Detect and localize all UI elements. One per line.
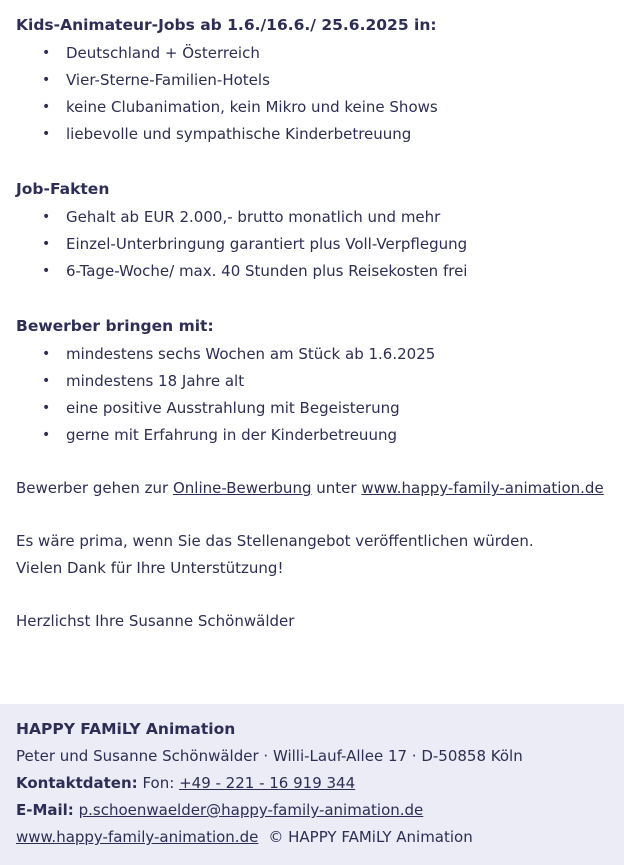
list-item-text: Einzel-Unterbringung garantiert plus Voll-Verpflegung [66,235,468,253]
list-item [16,368,608,395]
list-item-text: Vier-Sterne-Familien-Hotels [66,71,270,89]
list-item [16,258,608,285]
list-item [16,395,608,422]
list-item [16,67,608,94]
bullet-icon: • [42,263,51,279]
section-jobs-heading: Kids-Animateur-Jobs ab 1.6./16.6./ 25.6.2025 in: [16,16,437,34]
copyright-text: © HAPPY FAMiLY Animation [268,828,473,846]
list-item-text: liebevolle und sympathische Kinderbetreuung [66,125,412,143]
list-item-text: mindestens sechs Wochen am Stück ab 1.6.2025 [66,345,436,363]
email-line [16,797,608,824]
bullet-icon: • [42,346,51,362]
email-label: E-Mail: [16,801,74,819]
email-link[interactable]: p.schoenwaelder@happy-family-animation.de [78,801,424,819]
bullet-icon: • [42,236,51,252]
contact-line [16,770,608,797]
list-item [16,422,608,449]
bewerber-bullet-list [16,341,608,449]
bullet-icon: • [42,99,51,115]
list-item-text: 6-Tage-Woche/ max. 40 Stunden plus Reisekosten frei [66,262,468,280]
list-item-text: Deutschland + Österreich [66,44,260,62]
list-item [16,231,608,258]
website-line [16,824,608,851]
bullet-icon: • [42,373,51,389]
contact-label: Kontaktdaten: [16,774,138,792]
section-job-fakten-heading: Job-Fakten [16,180,110,198]
signature-line: Herzlichst Ihre Susanne Schönwälder [16,612,295,630]
list-item-text: Gehalt ab EUR 2.000,- brutto monatlich und mehr [66,208,441,226]
thanks-line: Vielen Dank für Ihre Unterstützung! [16,559,284,577]
address-line: Peter und Susanne Schönwälder · Willi-Lauf-Allee 17 · D-50858 Köln [16,747,523,765]
list-item [16,121,608,148]
list-item [16,341,608,368]
company-name: HAPPY FAMiLY Animation [16,720,236,738]
list-item [16,40,608,67]
application-prefix: Bewerber gehen zur [16,479,169,497]
section-bewerber-heading: Bewerber bringen mit: [16,317,214,335]
phone-link[interactable]: +49 - 221 - 16 919 344 [179,774,356,792]
footer [0,704,624,865]
bullet-icon: • [42,72,51,88]
bullet-icon: • [42,427,51,443]
jobs-bullet-list [16,40,608,148]
list-item-text: keine Clubanimation, kein Mikro und keine Shows [66,98,438,116]
application-middle: unter [316,479,357,497]
bullet-icon: • [42,45,51,61]
phone-label: Fon: [142,774,175,792]
list-item [16,204,608,231]
request-line: Es wäre prima, wenn Sie das Stellenangebot veröffentlichen würden. [16,532,534,550]
application-line [16,475,608,502]
bullet-icon: • [42,209,51,225]
bullet-icon: • [42,126,51,142]
list-item-text: gerne mit Erfahrung in der Kinderbetreuung [66,426,397,444]
list-item [16,94,608,121]
section-bewerber [16,315,608,449]
job-fakten-bullet-list [16,204,608,285]
bullet-icon: • [42,400,51,416]
section-job-fakten [16,178,608,285]
list-item-text: eine positive Ausstrahlung mit Begeisterung [66,399,400,417]
online-bewerbung-link[interactable]: Online-Bewerbung [172,479,312,497]
website-inline-link[interactable]: www.happy-family-animation.de [361,479,604,497]
section-jobs [16,14,608,148]
website-link[interactable]: www.happy-family-animation.de [16,828,259,846]
list-item-text: mindestens 18 Jahre alt [66,372,245,390]
